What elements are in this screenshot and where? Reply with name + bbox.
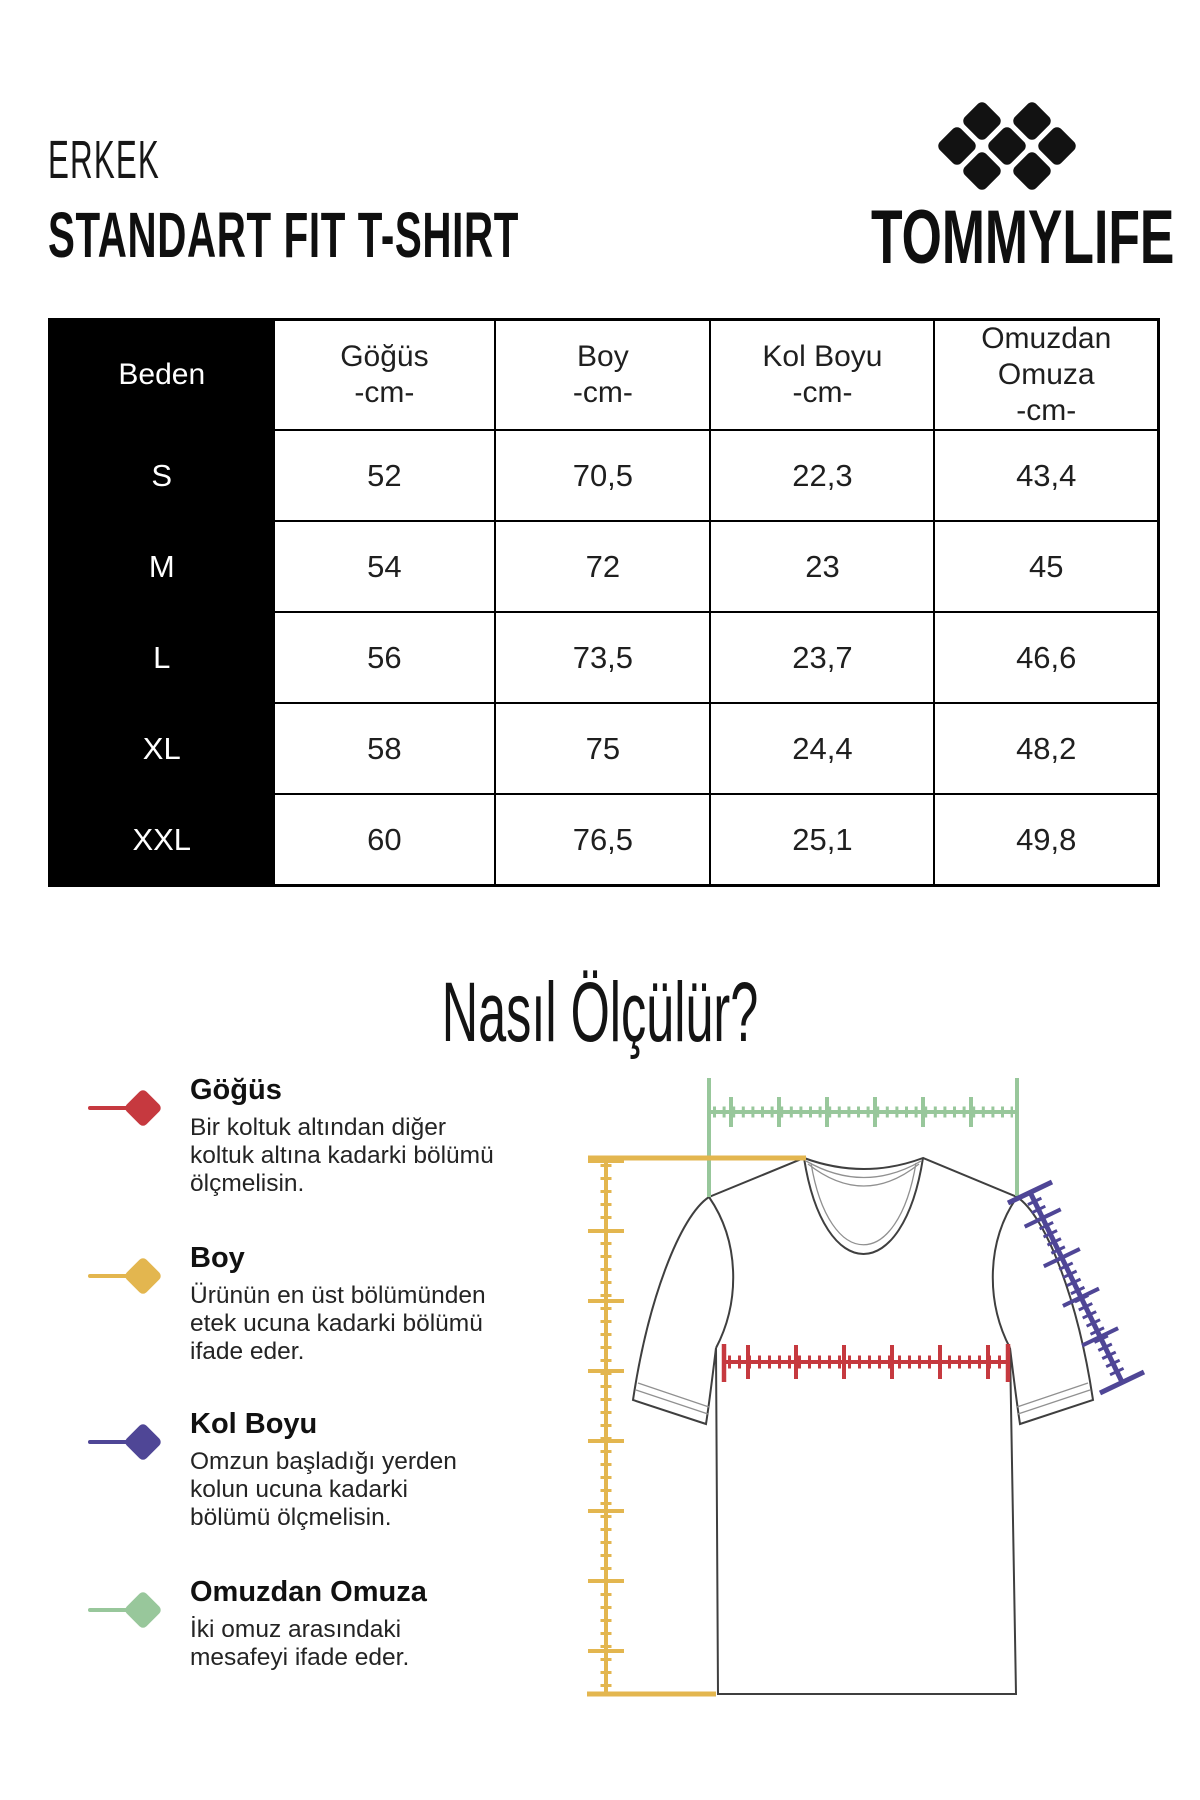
table-cell: 25,1 (710, 794, 934, 886)
sleeve-diamond-icon (83, 1422, 163, 1462)
table-row (50, 703, 1159, 794)
column-unit: -cm- (792, 376, 853, 409)
column-label: Omuza (997, 358, 1095, 391)
legend-item-boy (75, 1242, 515, 1366)
table-cell: 23 (710, 521, 934, 612)
table-cell: 60 (274, 794, 496, 886)
table-cell: 70,5 (495, 430, 710, 521)
size-label: XXL (50, 794, 274, 886)
column-label: Kol Boyu (762, 340, 883, 373)
table-cell: 72 (495, 521, 710, 612)
table-cell: 56 (274, 612, 496, 703)
tshirt-outline (633, 1158, 1093, 1694)
table-cell: 45 (934, 521, 1158, 612)
table-cell: 46,6 (934, 612, 1158, 703)
table-cell: 43,4 (934, 430, 1158, 521)
column-label: Göğüs (340, 340, 429, 373)
table-header-gogus (274, 320, 496, 431)
legend-desc: ifade eder. (190, 1338, 305, 1365)
brand-logo (807, 98, 1200, 278)
table-cell: 52 (274, 430, 496, 521)
legend-label: Boy (190, 1242, 245, 1274)
table-row (50, 521, 1159, 612)
product-title: STANDART FIT T-SHIRT (48, 199, 520, 271)
column-unit: -cm- (354, 376, 415, 409)
legend-item-kol-boyu (75, 1408, 515, 1532)
legend-desc: Ürünün en üst bölümünden (190, 1282, 486, 1309)
table-cell: 48,2 (934, 703, 1158, 794)
column-unit: -cm- (572, 376, 633, 409)
legend-desc: kolun ucuna kadarki (190, 1476, 408, 1503)
how-to-measure-title: Nasıl Ölçülür? (441, 965, 759, 1059)
legend-desc: İki omuz arasındaki (190, 1616, 402, 1643)
legend-desc: ölçmelisin. (190, 1170, 305, 1197)
column-label: Boy (577, 340, 629, 373)
table-cell: 54 (274, 521, 496, 612)
shoulder-diamond-icon (83, 1590, 163, 1630)
table-cell: 73,5 (495, 612, 710, 703)
table-row (50, 430, 1159, 521)
legend-desc: mesafeyi ifade eder. (190, 1644, 410, 1671)
brand-name: TOMMYLIFE (871, 195, 1175, 280)
legend-item-omuzdan-omuza (75, 1576, 515, 1672)
size-label: XL (50, 703, 274, 794)
size-table-header-row (50, 320, 1159, 431)
table-row (50, 794, 1159, 886)
legend-label: Göğüs (190, 1074, 282, 1106)
marker-diamond (123, 1422, 163, 1462)
column-unit: -cm- (1016, 394, 1077, 427)
legend-desc: bölümü ölçmelisin. (190, 1504, 392, 1531)
table-header-beden: Beden (50, 320, 274, 431)
table-row (50, 612, 1159, 703)
legend-label: Omuzdan Omuza (190, 1576, 427, 1608)
legend-desc: etek ucuna kadarki bölümü (190, 1310, 483, 1337)
brand-logo-mark-icon (940, 100, 1074, 196)
size-label: L (50, 612, 274, 703)
legend-item-gogus (75, 1074, 515, 1198)
length-diamond-icon (83, 1256, 163, 1296)
marker-diamond (123, 1590, 163, 1630)
size-label: S (50, 430, 274, 521)
table-cell: 75 (495, 703, 710, 794)
table-header-boy (495, 320, 710, 431)
chest-diamond-icon (83, 1088, 163, 1128)
size-table (48, 318, 1160, 887)
legend-desc: koltuk altına kadarki bölümü (190, 1142, 494, 1169)
column-label: Omuzdan (981, 322, 1112, 355)
legend-desc: Bir koltuk altından diğer (190, 1114, 447, 1141)
tshirt-measurement-diagram (540, 1060, 1160, 1720)
table-cell: 24,4 (710, 703, 934, 794)
category-title: ERKEK (48, 130, 160, 190)
table-header-omuzdan-omuza (934, 320, 1158, 431)
table-cell: 22,3 (710, 430, 934, 521)
table-header-kol-boyu (710, 320, 934, 431)
size-label: M (50, 521, 274, 612)
table-cell: 49,8 (934, 794, 1158, 886)
table-cell: 58 (274, 703, 496, 794)
table-cell: 76,5 (495, 794, 710, 886)
legend-label: Kol Boyu (190, 1408, 318, 1440)
marker-diamond (123, 1088, 163, 1128)
table-cell: 23,7 (710, 612, 934, 703)
marker-diamond (123, 1256, 163, 1296)
legend-desc: Omzun başladığı yerden (190, 1448, 457, 1475)
